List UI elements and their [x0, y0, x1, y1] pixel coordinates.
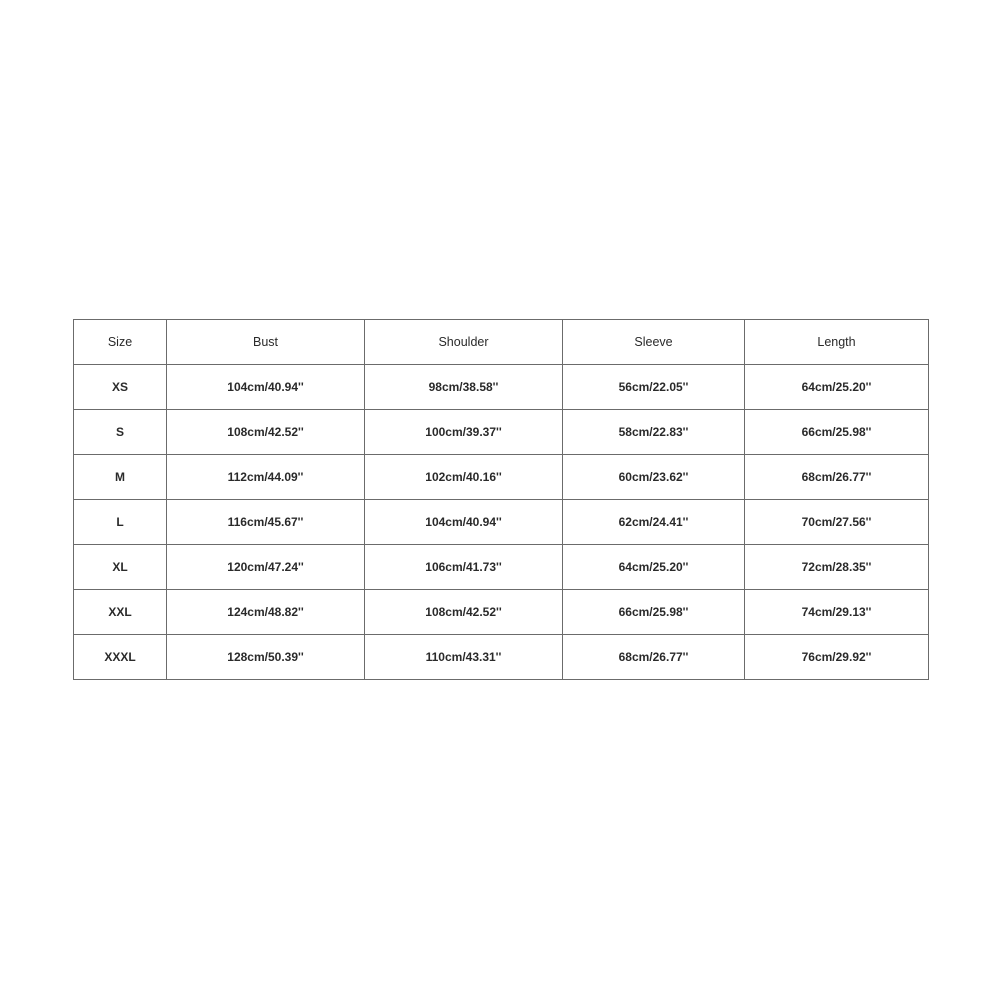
- cell-sleeve: 58cm/22.83'': [563, 410, 745, 455]
- cell-sleeve: 68cm/26.77'': [563, 635, 745, 680]
- cell-sleeve: 60cm/23.62'': [563, 455, 745, 500]
- cell-size: M: [74, 455, 167, 500]
- table-header-row: [74, 320, 929, 365]
- cell-size: S: [74, 410, 167, 455]
- cell-size: XS: [74, 365, 167, 410]
- cell-shoulder: 100cm/39.37'': [365, 410, 563, 455]
- column-header-shoulder: Shoulder: [365, 320, 563, 365]
- cell-size: XXL: [74, 590, 167, 635]
- cell-bust: 112cm/44.09'': [167, 455, 365, 500]
- column-header-length: Length: [745, 320, 929, 365]
- cell-bust: 128cm/50.39'': [167, 635, 365, 680]
- column-header-size: Size: [74, 320, 167, 365]
- cell-length: 66cm/25.98'': [745, 410, 929, 455]
- cell-shoulder: 106cm/41.73'': [365, 545, 563, 590]
- cell-length: 68cm/26.77'': [745, 455, 929, 500]
- cell-length: 76cm/29.92'': [745, 635, 929, 680]
- cell-shoulder: 110cm/43.31'': [365, 635, 563, 680]
- table-row: [74, 500, 929, 545]
- cell-length: 70cm/27.56'': [745, 500, 929, 545]
- cell-length: 64cm/25.20'': [745, 365, 929, 410]
- column-header-sleeve: Sleeve: [563, 320, 745, 365]
- cell-shoulder: 108cm/42.52'': [365, 590, 563, 635]
- cell-bust: 116cm/45.67'': [167, 500, 365, 545]
- size-chart-table: [73, 319, 929, 680]
- cell-shoulder: 102cm/40.16'': [365, 455, 563, 500]
- table-row: [74, 635, 929, 680]
- table-row: [74, 590, 929, 635]
- cell-size: XXXL: [74, 635, 167, 680]
- cell-shoulder: 104cm/40.94'': [365, 500, 563, 545]
- table-row: [74, 455, 929, 500]
- cell-bust: 124cm/48.82'': [167, 590, 365, 635]
- column-header-bust: Bust: [167, 320, 365, 365]
- cell-length: 72cm/28.35'': [745, 545, 929, 590]
- table-row: [74, 410, 929, 455]
- cell-size: XL: [74, 545, 167, 590]
- table-row: [74, 545, 929, 590]
- cell-sleeve: 64cm/25.20'': [563, 545, 745, 590]
- cell-bust: 104cm/40.94'': [167, 365, 365, 410]
- table-row: [74, 365, 929, 410]
- cell-sleeve: 56cm/22.05'': [563, 365, 745, 410]
- cell-sleeve: 66cm/25.98'': [563, 590, 745, 635]
- cell-bust: 108cm/42.52'': [167, 410, 365, 455]
- cell-bust: 120cm/47.24'': [167, 545, 365, 590]
- cell-length: 74cm/29.13'': [745, 590, 929, 635]
- cell-size: L: [74, 500, 167, 545]
- cell-sleeve: 62cm/24.41'': [563, 500, 745, 545]
- cell-shoulder: 98cm/38.58'': [365, 365, 563, 410]
